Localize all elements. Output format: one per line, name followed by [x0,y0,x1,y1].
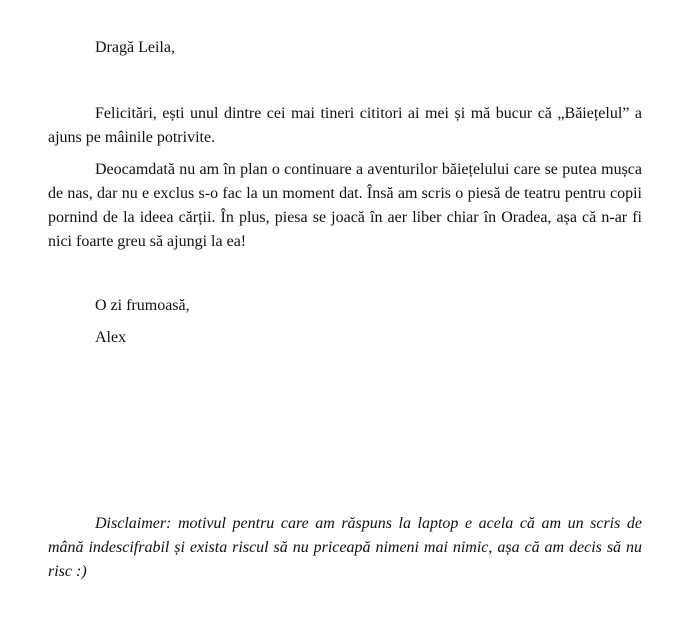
letter-paragraph-2: Deocamdată nu am în plan o continuare a aventurilor băiețelului care se putea mușca de nas, dar nu e exclus s-o fac la un moment dat. Însă am scris o piesă de teatru pentru copii pornind de la ideea cărții. În plus, piesa se joacă în aer liber chiar în Oradea, așa că n-ar fi nici foarte greu să ajungi la ea! [48,161,642,250]
disclaimer-note: Disclaimer: motivul pentru care am răspuns la laptop e acela că am un scris de mână indescifrabil și exista riscul să nu priceapă nimeni mai nimic, așa că am decis să nu risc :) [48,515,642,580]
letter-paragraph-1: Felicitări, ești unul dintre cei mai tineri cititori ai mei și mă bucur că „Băiețelul” a ajuns pe mâinile potrivite. [48,105,642,146]
letter-closing: O zi frumoasă, [95,297,190,314]
letter-salutation: Dragă Leila, [95,39,175,56]
letter-signature: Alex [95,329,127,346]
letter-body [48,36,642,350]
